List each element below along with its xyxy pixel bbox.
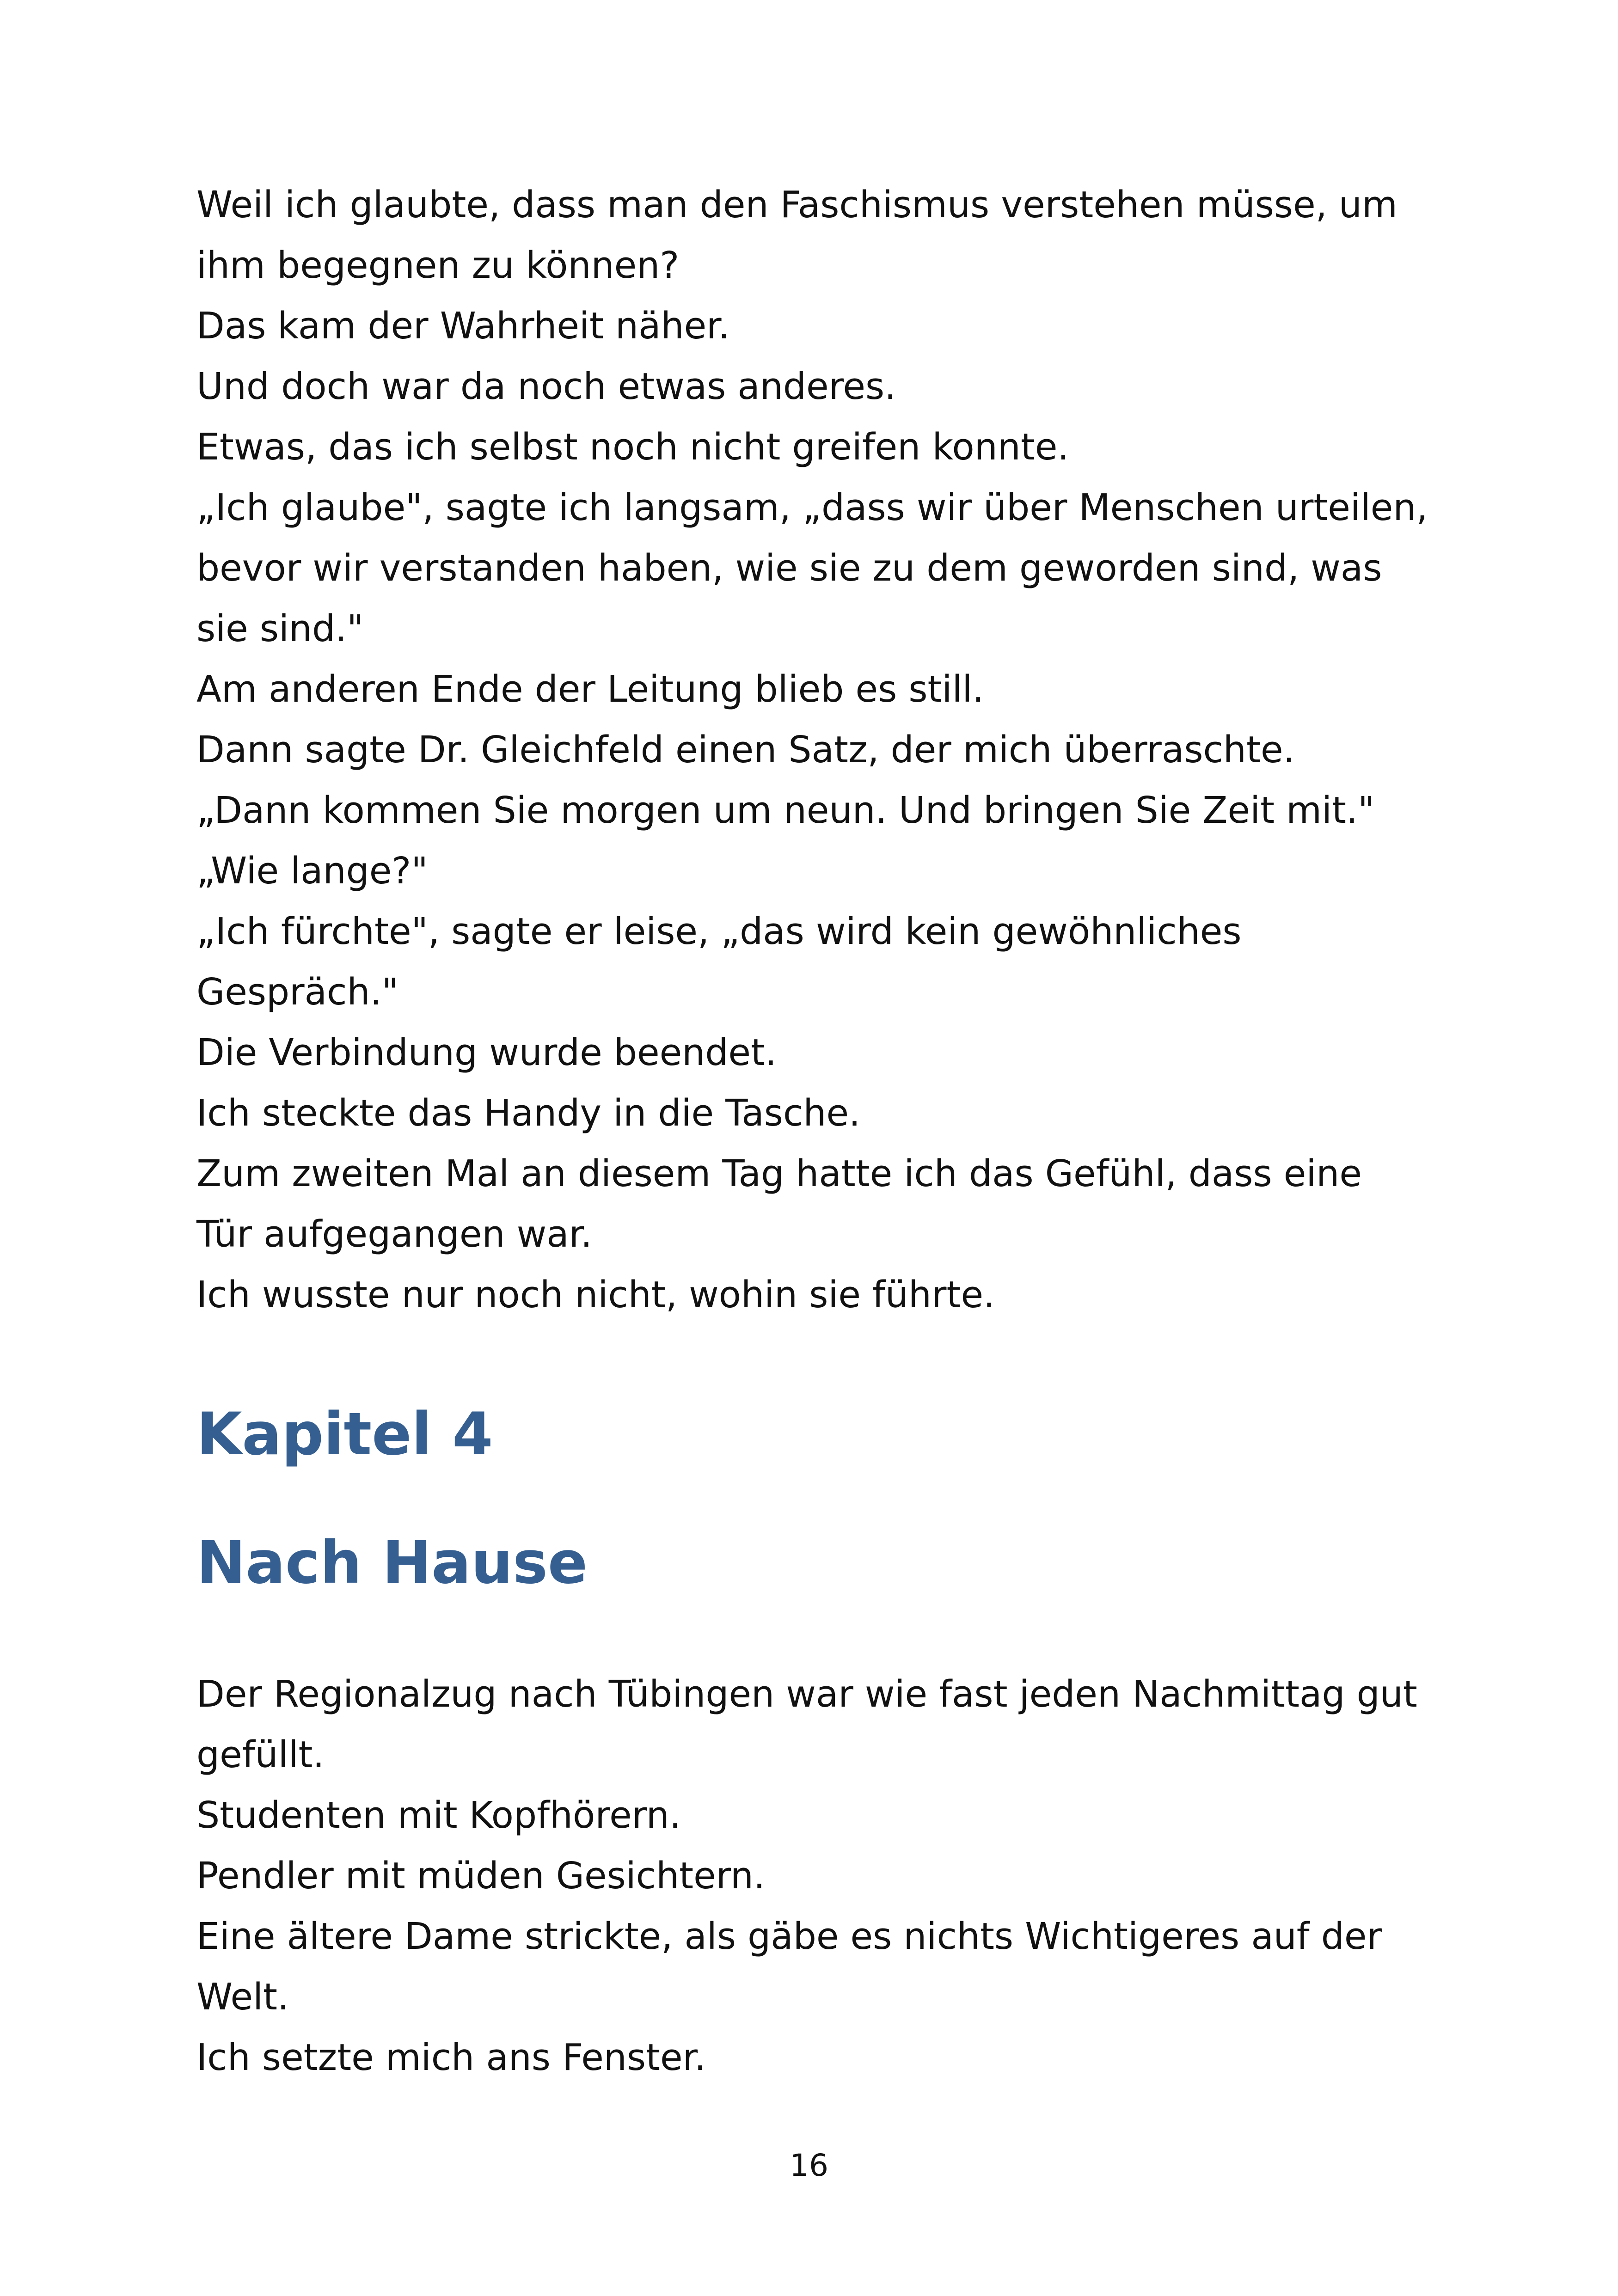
text-line: Studenten mit Kopfhörern. xyxy=(196,1794,681,1837)
text-line: Das kam der Wahrheit näher. xyxy=(196,305,730,347)
text-line: Am anderen Ende der Leitung blieb es still. xyxy=(196,668,984,710)
page-number: 16 xyxy=(790,2148,828,2183)
text-line: sie sind." xyxy=(196,607,364,650)
text-line: gefüllt. xyxy=(196,1733,325,1776)
text-line: Ich steckte das Handy in die Tasche. xyxy=(196,1092,861,1134)
text-line: ihm begegnen zu können? xyxy=(196,244,680,287)
text-line: Der Regionalzug nach Tübingen war wie fast jeden Nachmittag gut xyxy=(196,1673,1417,1715)
text-line: Eine ältere Dame strickte, als gäbe es nichts Wichtigeres auf der xyxy=(196,1915,1382,1958)
page-content xyxy=(196,175,1491,2088)
chapter-title: Nach Hause xyxy=(196,1528,588,1597)
text-line: Pendler mit müden Gesichtern. xyxy=(196,1855,766,1897)
text-line: „Dann kommen Sie morgen um neun. Und bringen Sie Zeit mit." xyxy=(196,789,1375,832)
chapter-heading: Kapitel 4 xyxy=(196,1400,493,1468)
text-line: Weil ich glaubte, dass man den Faschismus verstehen müsse, um xyxy=(196,184,1397,226)
text-line: Welt. xyxy=(196,1976,289,2018)
text-line: Gespräch." xyxy=(196,971,398,1013)
text-block-1 xyxy=(196,175,1491,1325)
text-line: „Wie lange?" xyxy=(196,850,428,892)
text-block-2 xyxy=(196,1664,1491,2088)
text-line: bevor wir verstanden haben, wie sie zu dem geworden sind, was xyxy=(196,547,1382,589)
text-line: Etwas, das ich selbst noch nicht greifen konnte. xyxy=(196,426,1069,468)
text-line: Und doch war da noch etwas anderes. xyxy=(196,365,896,408)
text-line: „Ich glaube", sagte ich langsam, „dass wir über Menschen urteilen, xyxy=(196,486,1428,529)
text-line: Die Verbindung wurde beendet. xyxy=(196,1031,777,1074)
text-line: Dann sagte Dr. Gleichfeld einen Satz, der mich überraschte. xyxy=(196,729,1295,771)
text-line: „Ich fürchte", sagte er leise, „das wird kein gewöhnliches xyxy=(196,910,1242,953)
text-line: Tür aufgegangen war. xyxy=(196,1213,593,1255)
text-line: Ich setzte mich ans Fenster. xyxy=(196,2036,706,2079)
text-line: Ich wusste nur noch nicht, wohin sie führte. xyxy=(196,1274,995,1316)
text-line: Zum zweiten Mal an diesem Tag hatte ich das Gefühl, dass eine xyxy=(196,1152,1362,1195)
